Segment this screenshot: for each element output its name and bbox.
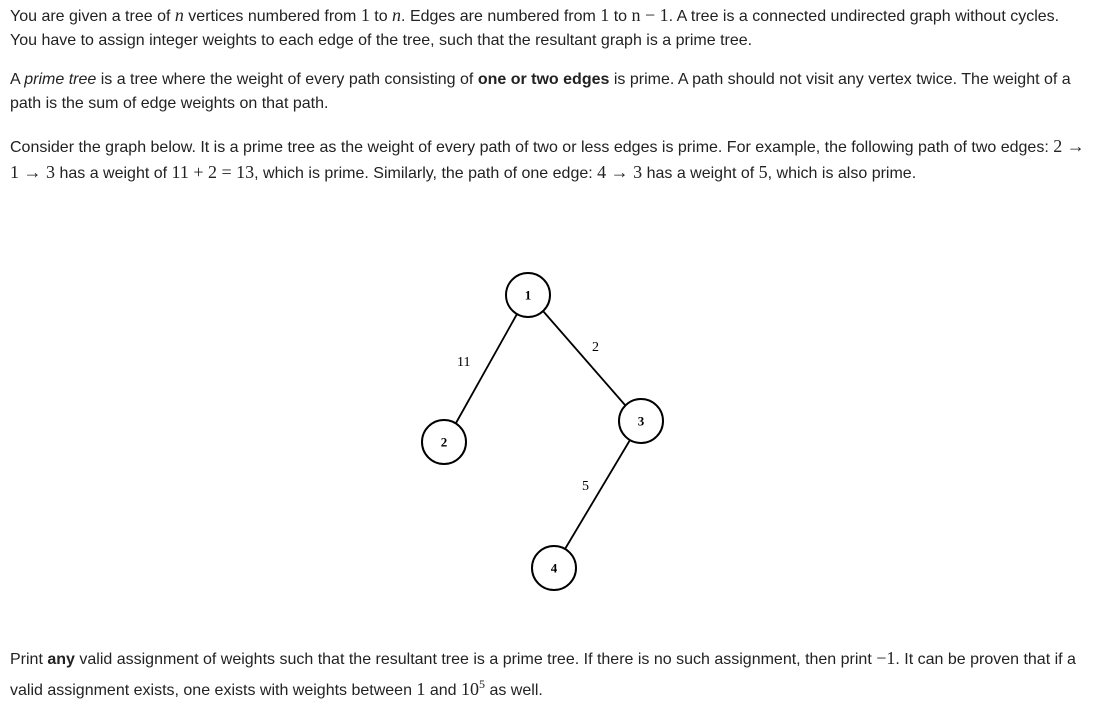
node-1 (506, 273, 550, 317)
math-sum: 11 + 2 = 13 (171, 162, 255, 182)
node-4-label: 4 (550, 560, 558, 576)
node-3-label: 3 (637, 413, 645, 429)
math-ten: 10 (461, 679, 480, 699)
math-minus-one: −1 (876, 648, 896, 668)
intro-text-2: vertices numbered from (183, 8, 361, 25)
output-text-4: and (425, 682, 462, 699)
output-text-3: . It can be proven that if a valid assignment exists, one exists with weights between (10, 651, 1076, 699)
definition-text-1: A (10, 71, 25, 88)
intro-text-5: to (609, 8, 632, 25)
example-text-3: , which is prime. Similarly, the path of one edge: (254, 165, 598, 182)
math-exponent: 5 (479, 677, 486, 691)
output-text-1: Print (10, 651, 48, 668)
any-emphasis: any (47, 651, 75, 668)
math-one-bound: 1 (416, 679, 426, 699)
output-text-5: as well. (485, 682, 543, 699)
math-path-two-edges: 2 → 1 → 3 (10, 136, 1085, 182)
edge-weight-1-3: 2 (592, 340, 599, 355)
definition-text-2: is a tree where the weight of every path consisting of (96, 71, 478, 88)
output-paragraph (10, 646, 1090, 703)
node-2 (422, 420, 466, 464)
example-text-1: Consider the graph below. It is a prime tree as the weight of every path of two or less edges is prime. For example, the following path of two edges: (10, 139, 1054, 156)
math-five: 5 (758, 162, 768, 182)
math-n: n (174, 5, 184, 25)
output-text-2: valid assignment of weights such that the resultant tree is a prime tree. If there is no such assignment, then print (74, 651, 877, 668)
one-or-two-edges-emphasis: one or two edges (477, 71, 610, 88)
example-text-2: has a weight of (55, 165, 172, 182)
edge-weight-3-4: 5 (582, 479, 589, 494)
intro-text-4: . Edges are numbered from (401, 8, 601, 25)
example-text-5: , which is also prime. (767, 165, 917, 182)
math-path-one-edge: 4 → 3 (597, 162, 643, 182)
math-one: 1 (360, 5, 370, 25)
prime-tree-term: prime tree (24, 71, 97, 88)
math-n-minus-1: n − 1 (631, 5, 669, 25)
edge-weight-1-2: 11 (457, 355, 471, 370)
definition-text-3: is prime. A path should not visit any vertex twice. The weight of a path is the sum of edge weights on that path. (10, 71, 1071, 112)
intro-text-3: to (369, 8, 393, 25)
node-2-label: 2 (440, 434, 448, 450)
intro-text-6: . A tree is a connected undirected graph without cycles. You have to assign integer weights to each edge of the tree, such that the resultant graph is a prime tree. (10, 8, 1060, 49)
node-3 (619, 399, 663, 443)
example-text-4: has a weight of (642, 165, 759, 182)
edge-1-3 (543, 311, 625, 405)
intro-text-1: You are given a tree of (10, 8, 175, 25)
math-n-2: n (392, 5, 402, 25)
edge-3-4 (565, 440, 630, 549)
math-one-2: 1 (600, 5, 610, 25)
node-1-label: 1 (524, 287, 532, 303)
node-4 (532, 546, 576, 590)
